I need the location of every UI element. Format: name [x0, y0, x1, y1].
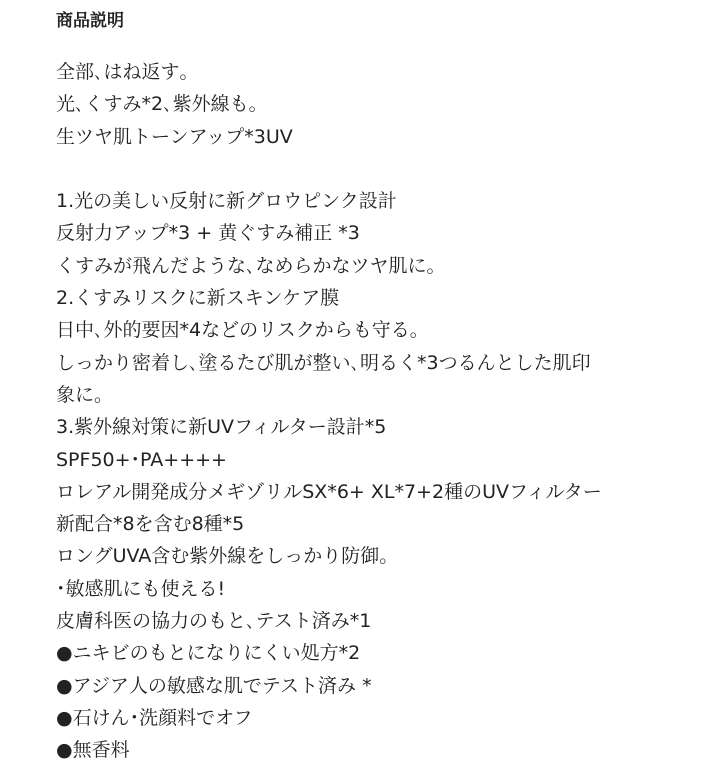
description-line: 象に｡	[56, 383, 104, 406]
description-line: 日中､外的要因*4などのリスクからも守る｡	[56, 319, 420, 342]
blank-line	[56, 153, 706, 185]
description-line: 皮膚科医の協力のもと､テスト済み*1	[56, 610, 372, 633]
description-line: 反射力アップ*3 + 黄ぐすみ補正 *3	[56, 222, 360, 245]
description-line: ●石けん･洗顔料でオフ	[56, 706, 253, 729]
description-line: SPF50+･PA++++	[56, 448, 227, 471]
description-line: ロレアル開発成分メギゾリルSX*6+ XL*7+2種のUVフィルター	[56, 480, 602, 503]
section-title: 商品説明	[56, 11, 124, 31]
description-line: ･敏感肌にも使える!	[56, 577, 226, 600]
description-line: 3.紫外線対策に新UVフィルター設計*5	[56, 416, 387, 439]
description-line: 1.光の美しい反射に新グロウピンク設計	[56, 190, 397, 213]
description-line: ●ニキビのもとになりにくい処方*2	[56, 642, 361, 665]
description-line: くすみが飛んだような､なめらかなツヤ肌に｡	[56, 254, 437, 277]
description-line: ●無香料	[56, 739, 130, 762]
description-line: 光､くすみ*2､紫外線も｡	[56, 93, 259, 116]
description-line: 新配合*8を含む8種*5	[56, 513, 245, 536]
description-line: ●アジア人の敏感な肌でテスト済み *	[56, 674, 372, 697]
description-line: しっかり密着し､塗るたび肌が整い､明るく*3つるんとした肌印	[56, 351, 591, 374]
description-line: ロングUVA含む紫外線をしっかり防御｡	[56, 545, 389, 568]
description-line: 全部､はね返す｡	[56, 61, 190, 83]
product-description	[56, 56, 706, 767]
description-line: 生ツヤ肌トーンアップ*3UV	[56, 125, 293, 148]
description-line: 2.くすみリスクに新スキンケア膜	[56, 287, 340, 310]
